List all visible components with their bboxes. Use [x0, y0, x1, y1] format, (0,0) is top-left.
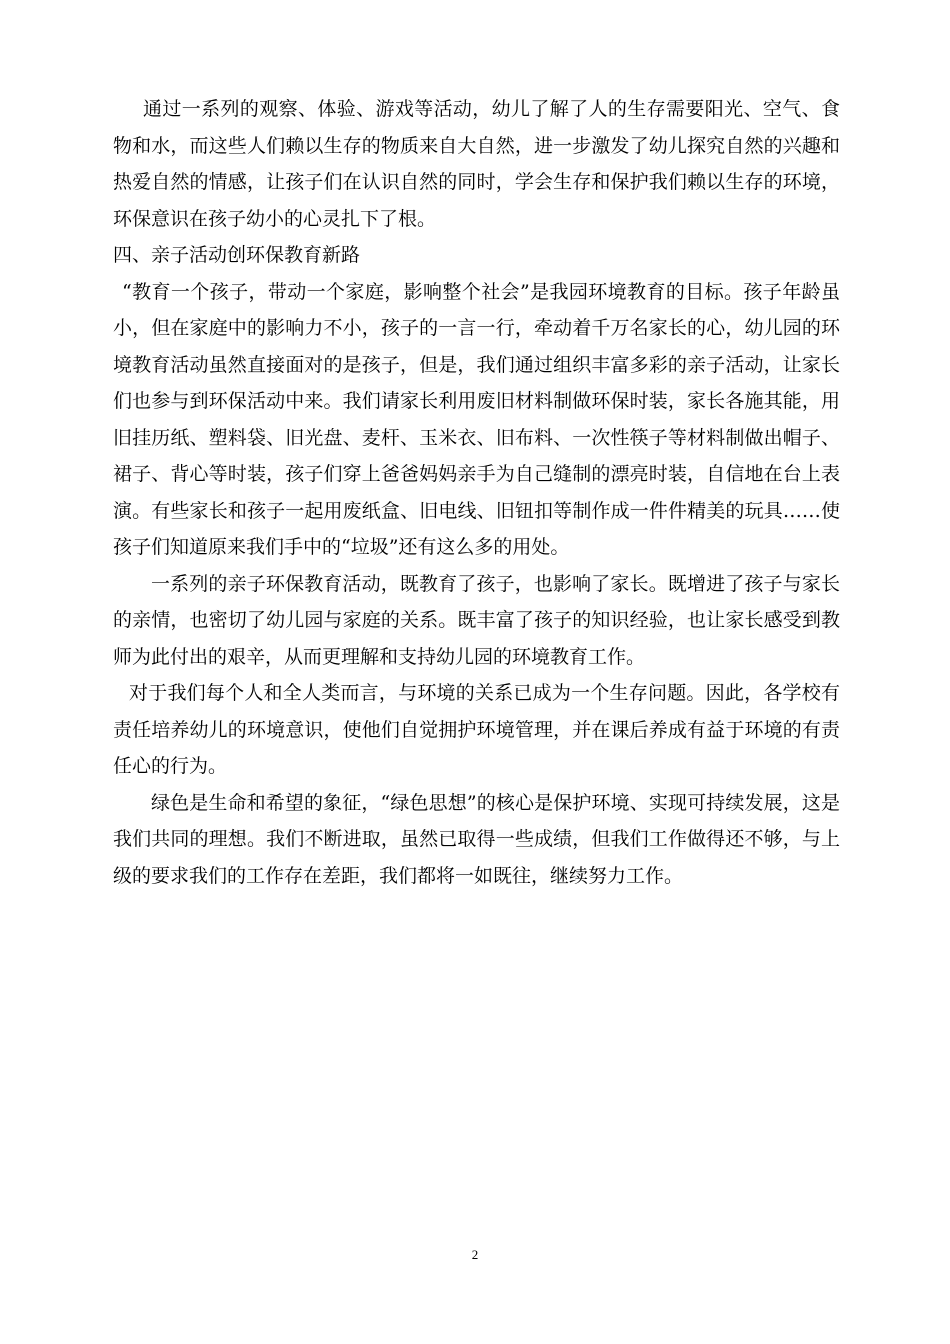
- paragraph-environment-awareness: 对于我们每个人和全人类而言，与环境的关系已成为一个生存问题。因此，各学校有责任培养幼儿的环境意识，使他们自觉拥护环境管理，并在课后养成有益于环境的有责任心的行为。: [113, 682, 840, 777]
- paragraph-activity-results: 一系列的亲子环保教育活动，既教育了孩子，也影响了家长。既增进了孩子与家长的亲情，也密切了幼儿园与家庭的关系。既丰富了孩子的知识经验，也让家长感受到教师为此付出的艰辛，从而更理解和支持幼儿园的环境教育工作。: [113, 572, 840, 668]
- paragraph-nature-activities: 通过一系列的观察、体验、游戏等活动，幼儿了解了人的生存需要阳光、空气、食物和水，而这些人们赖以生存的物质来自大自然，进一步激发了幼儿探究自然的兴趣和热爱自然的情感，让孩子们在认识自然的同时，学会生存和保护我们赖以生存的环境，环保意识在孩子幼小的心灵扎下了根。: [113, 98, 840, 230]
- page-number: 2: [471, 1247, 479, 1262]
- paragraph-green-ideas: 绿色是生命和希望的象征，“绿色思想”的核心是保护环境、实现可持续发展，这是我们共同的理想。我们不断进取，虽然已取得一些成绩，但我们工作做得还不够，与上级的要求我们的工作存在差距，我们都将一如既往，继续努力工作。: [113, 791, 840, 887]
- paragraph-parent-child-activities: “教育一个孩子，带动一个家庭，影响整个社会”是我园环境教育的目标。孩子年龄虽小，但在家庭中的影响力不小，孩子的一言一行，牵动着千万名家长的心，幼儿园的环境教育活动虽然直接面对的是孩子，但是，我们通过组织丰富多彩的亲子活动，让家长们也参与到环保活动中来。我们请家长利用废旧材料制做环保时装，家长各施其能，用旧挂历纸、塑料袋、旧光盘、麦杆、玉米衣、旧布料、一次性筷子等材料制做出帽子、裙子、背心等时装，孩子们穿上爸爸妈妈亲手为自己缝制的漂亮时装，自信地在台上表演。有些家长和孩子一起用废纸盒、旧电线、旧钮扣等制作成一件件精美的玩具……使孩子们知道原来我们手中的“垃圾”还有这么多的用处。: [113, 280, 840, 558]
- document-body: [113, 91, 840, 894]
- section-heading: 四、亲子活动创环保教育新路: [113, 244, 361, 266]
